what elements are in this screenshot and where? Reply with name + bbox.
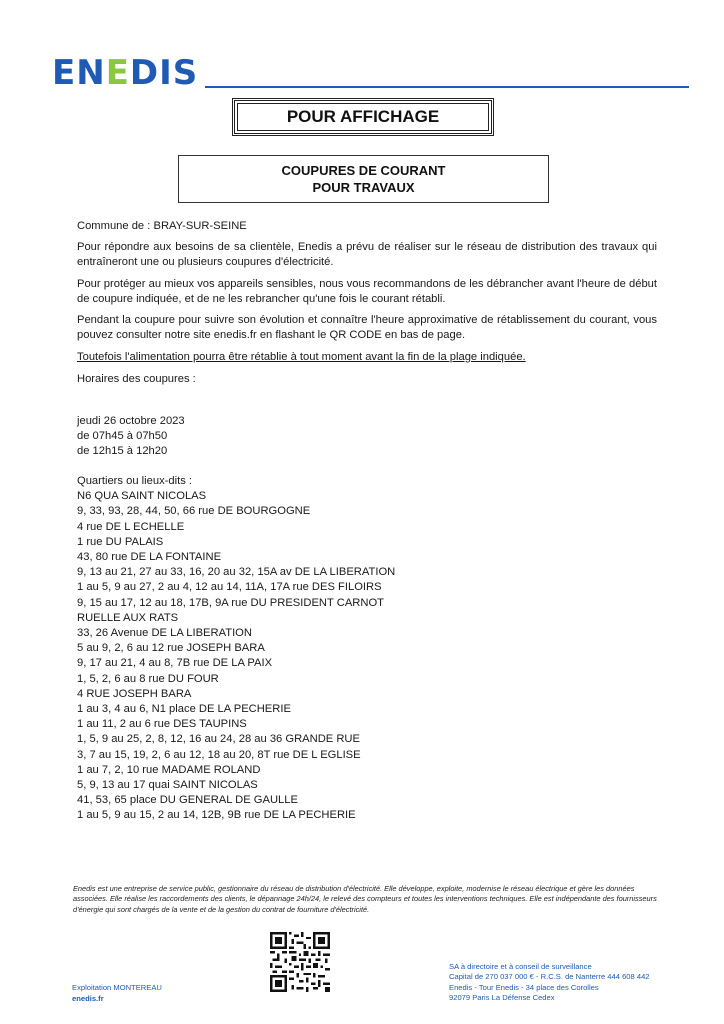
list-item: 5 au 9, 2, 6 au 12 rue JOSEPH BARA [77, 642, 265, 655]
company-line: Capital de 270 037 000 € - R.C.S. de Nanterre 444 608 442 [449, 972, 650, 982]
schedule-slot-2: de 12h15 à 12h20 [77, 445, 168, 458]
coupures-title-box [178, 155, 549, 203]
list-item: 1 au 7, 2, 10 rue MADAME ROLAND [77, 763, 261, 776]
list-item: N6 QUA SAINT NICOLAS [77, 490, 207, 503]
list-item: 1, 5, 2, 6 au 8 rue DU FOUR [77, 672, 219, 685]
list-item: 33, 26 Avenue DE LA LIBERATION [77, 627, 252, 640]
schedule-block [77, 414, 657, 460]
list-item: 1 au 5, 9 au 15, 2 au 14, 12B, 9B rue DE LA PECHERIE [77, 809, 356, 822]
title-line-2: POUR TRAVAUX [312, 180, 415, 195]
list-item: 41, 53, 65 place DU GENERAL DE GAULLE [77, 794, 298, 807]
title-line-1: COUPURES DE COURANT [281, 163, 446, 178]
list-item: 1 au 3, 4 au 6, N1 place DE LA PECHERIE [77, 703, 291, 716]
quartiers-block [77, 474, 657, 824]
quartiers-label: Quartiers ou lieux-dits : [77, 475, 193, 487]
list-item: 9, 15 au 17, 12 au 18, 17B, 9A rue DU PRESIDENT CARNOT [77, 596, 384, 609]
list-item: 4 rue DE L ECHELLE [77, 520, 185, 533]
list-item: 43, 80 rue DE LA FONTAINE [77, 551, 222, 564]
intro-paragraph-1: Pour répondre aux besoins de sa clientèle, Enedis a prévu de réaliser sur le réseau de distribution des travaux qui entraîneront une ou plusieurs coupures d'électricité. [77, 241, 657, 269]
legal-notice: Enedis est une entreprise de service public, gestionnaire du réseau de distribution d'électricité. Elle développe, exploite, modernise le réseau électrique et gère les données associées. Elle réalise les raccordements des clients, le dépannage 24h/24, le relevé des compteurs et toutes les interventions techniques. Elle est indépendante des fournisseurs d'énergie qui sont chargés de la vente et de la gestion du contrat de fourniture d'électricité. [73, 884, 657, 914]
list-item: 9, 33, 93, 28, 44, 50, 66 rue DE BOURGOGNE [77, 505, 311, 518]
list-item: 1 rue DU PALAIS [77, 535, 164, 548]
pour-affichage-box [232, 98, 494, 136]
header-rule [205, 86, 689, 88]
qr-code-icon[interactable] [270, 932, 330, 992]
company-info [449, 962, 650, 1004]
company-line: 92079 Paris La Défense Cedex [449, 993, 555, 1003]
list-item: 9, 17 au 21, 4 au 8, 7B rue DE LA PAIX [77, 657, 273, 670]
enedis-logo: ENEDIS [52, 53, 199, 93]
schedule-slot-1: de 07h45 à 07h50 [77, 430, 168, 443]
exploitation-label: Exploitation MONTEREAU [72, 983, 162, 992]
list-item: 4 RUE JOSEPH BARA [77, 687, 192, 700]
intro-paragraph-2: Pour protéger au mieux vos appareils sensibles, nous vous recommandons de les débrancher avant l'heure de début de coupure indiquée, et de ne les rebrancher qu'une fois le courant rétabli. [77, 278, 657, 306]
company-line: Enedis - Tour Enedis - 34 place des Corolles [449, 982, 599, 992]
list-item: RUELLE AUX RATS [77, 611, 179, 624]
list-item: 1 au 5, 9 au 27, 2 au 4, 12 au 14, 11A, 17A rue DES FILOIRS [77, 581, 382, 594]
footer-left [72, 982, 162, 1004]
site-link[interactable]: enedis.fr [72, 994, 104, 1003]
schedule-date: jeudi 26 octobre 2023 [77, 415, 185, 427]
list-item: 9, 13 au 21, 27 au 33, 16, 20 au 32, 15A av DE LA LIBERATION [77, 566, 396, 579]
horaires-label: Horaires des coupures : [77, 373, 196, 385]
commune-line: Commune de : BRAY-SUR-SEINE [77, 220, 247, 232]
company-line: SA à directoire et à conseil de surveillance [449, 962, 592, 971]
intro-paragraph-3: Pendant la coupure pour suivre son évolution et connaître l'heure approximative de rétablissement du courant, vous pouvez consulter notre site enedis.fr en flashant le QR CODE en bas de page. [77, 314, 657, 342]
notice-line: Toutefois l'alimentation pourra être rétablie à tout moment avant la fin de la plage indiquée. [77, 351, 526, 363]
pour-affichage-title: POUR AFFICHAGE [286, 107, 440, 126]
list-item: 1, 5, 9 au 25, 2, 8, 12, 16 au 24, 28 au 36 GRANDE RUE [77, 733, 360, 746]
list-item: 5, 9, 13 au 17 quai SAINT NICOLAS [77, 779, 258, 792]
list-item: 1 au 11, 2 au 6 rue DES TAUPINS [77, 718, 247, 731]
list-item: 3, 7 au 15, 19, 2, 6 au 12, 18 au 20, 8T rue DE L EGLISE [77, 748, 361, 761]
